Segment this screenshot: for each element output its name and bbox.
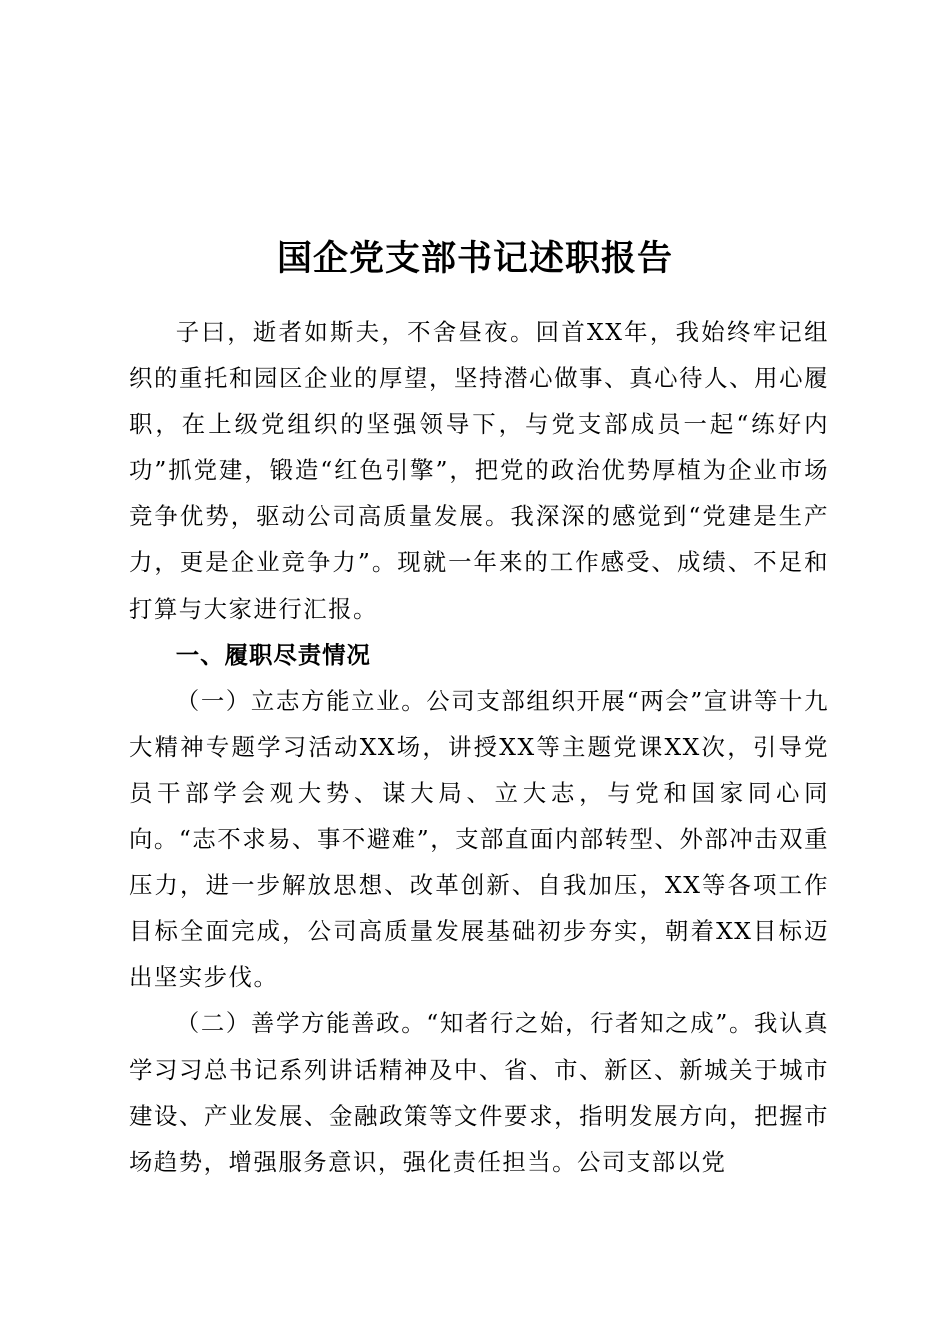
document-title: 国企党支部书记述职报告	[276, 239, 673, 280]
document-body	[129, 309, 829, 1185]
subsection-paragraph-2: （二）善学方能善政。“知者行之始，行者知之成”。我认真学习习总书记系列讲话精神及中、省、市、新区、新城关于城市建设、产业发展、金融政策等文件要求，指明发展方向，把握市场趋势，增强服务意识，强化责任担当。公司支部以党	[129, 1009, 829, 1176]
subsection-paragraph-1: （一）立志方能立业。公司支部组织开展“两会”宣讲等十九大精神专题学习活动XX场，讲授XX等主题党课XX次，引导党员干部学会观大势、谋大局、立大志，与党和国家同心同向。“志不求易、事不避难”，支部直面内部转型、外部冲击双重压力，进一步解放思想、改革创新、自我加压，XX等各项工作目标全面完成，公司高质量发展基础初步夯实，朝着XX目标迈出坚实步伐。	[129, 686, 829, 992]
section-heading-duties: 一、履职尽责情况	[175, 640, 371, 669]
intro-paragraph: 子曰，逝者如斯夫，不舍昼夜。回首XX年，我始终牢记组织的重托和园区企业的厚望，坚持潜心做事、真心待人、用心履职，在上级党组织的坚强领导下，与党支部成员一起“练好内功”抓党建，锻造“红色引擎”，把党的政治优势厚植为企业市场竞争优势，驱动公司高质量发展。我深深的感觉到“党建是生产力，更是企业竞争力”。现就一年来的工作感受、成绩、不足和打算与大家进行汇报。	[129, 318, 829, 623]
